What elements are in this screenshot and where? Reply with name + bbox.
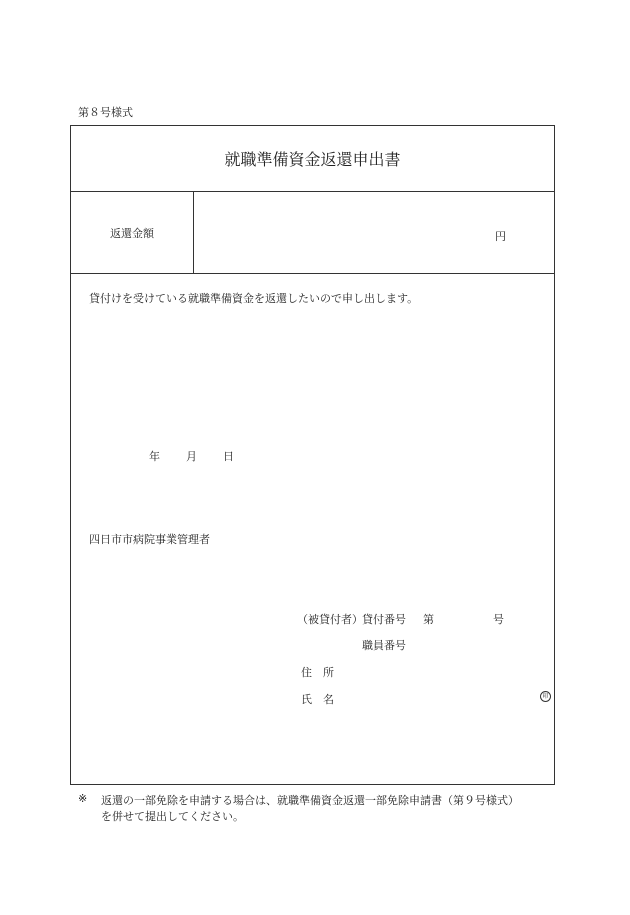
amount-row xyxy=(71,192,554,274)
day-label: 日 xyxy=(223,450,234,463)
address-label: 住 所 xyxy=(301,666,334,679)
form-title: 就職準備資金返還申出書 xyxy=(224,150,401,169)
loan-number-label: 貸付番号 xyxy=(362,613,406,626)
borrower-role-label: （被貸付者） xyxy=(297,613,363,626)
amount-label-cell xyxy=(71,192,194,273)
note-line-1: 返還の一部免除を申請する場合は、就職準備資金返還一部免除申請書（第９号様式） xyxy=(101,794,519,807)
loan-number-suffix: 号 xyxy=(493,613,504,626)
amount-label: 返還金額 xyxy=(110,226,154,240)
date-line[interactable] xyxy=(149,448,234,464)
loan-number-prefix: 第 xyxy=(423,613,434,626)
note-mark: ※ xyxy=(78,792,88,805)
name-label: 氏 名 xyxy=(301,693,334,706)
body-text: 貸付けを受けている就職準備資金を返還したいので申し出します。 xyxy=(89,292,419,305)
note-line-2: を併せて提出してください。 xyxy=(101,810,244,823)
form-frame xyxy=(70,125,555,785)
amount-unit: 円 xyxy=(495,230,506,243)
staff-number-label: 職員番号 xyxy=(362,639,406,652)
year-label: 年 xyxy=(149,450,160,463)
form-number: 第８号様式 xyxy=(78,106,133,119)
seal-icon: 印 xyxy=(540,691,551,702)
amount-value-field[interactable] xyxy=(194,192,554,273)
title-row xyxy=(71,126,554,192)
addressee: 四日市市病院事業管理者 xyxy=(89,533,210,546)
month-label: 月 xyxy=(186,450,197,463)
